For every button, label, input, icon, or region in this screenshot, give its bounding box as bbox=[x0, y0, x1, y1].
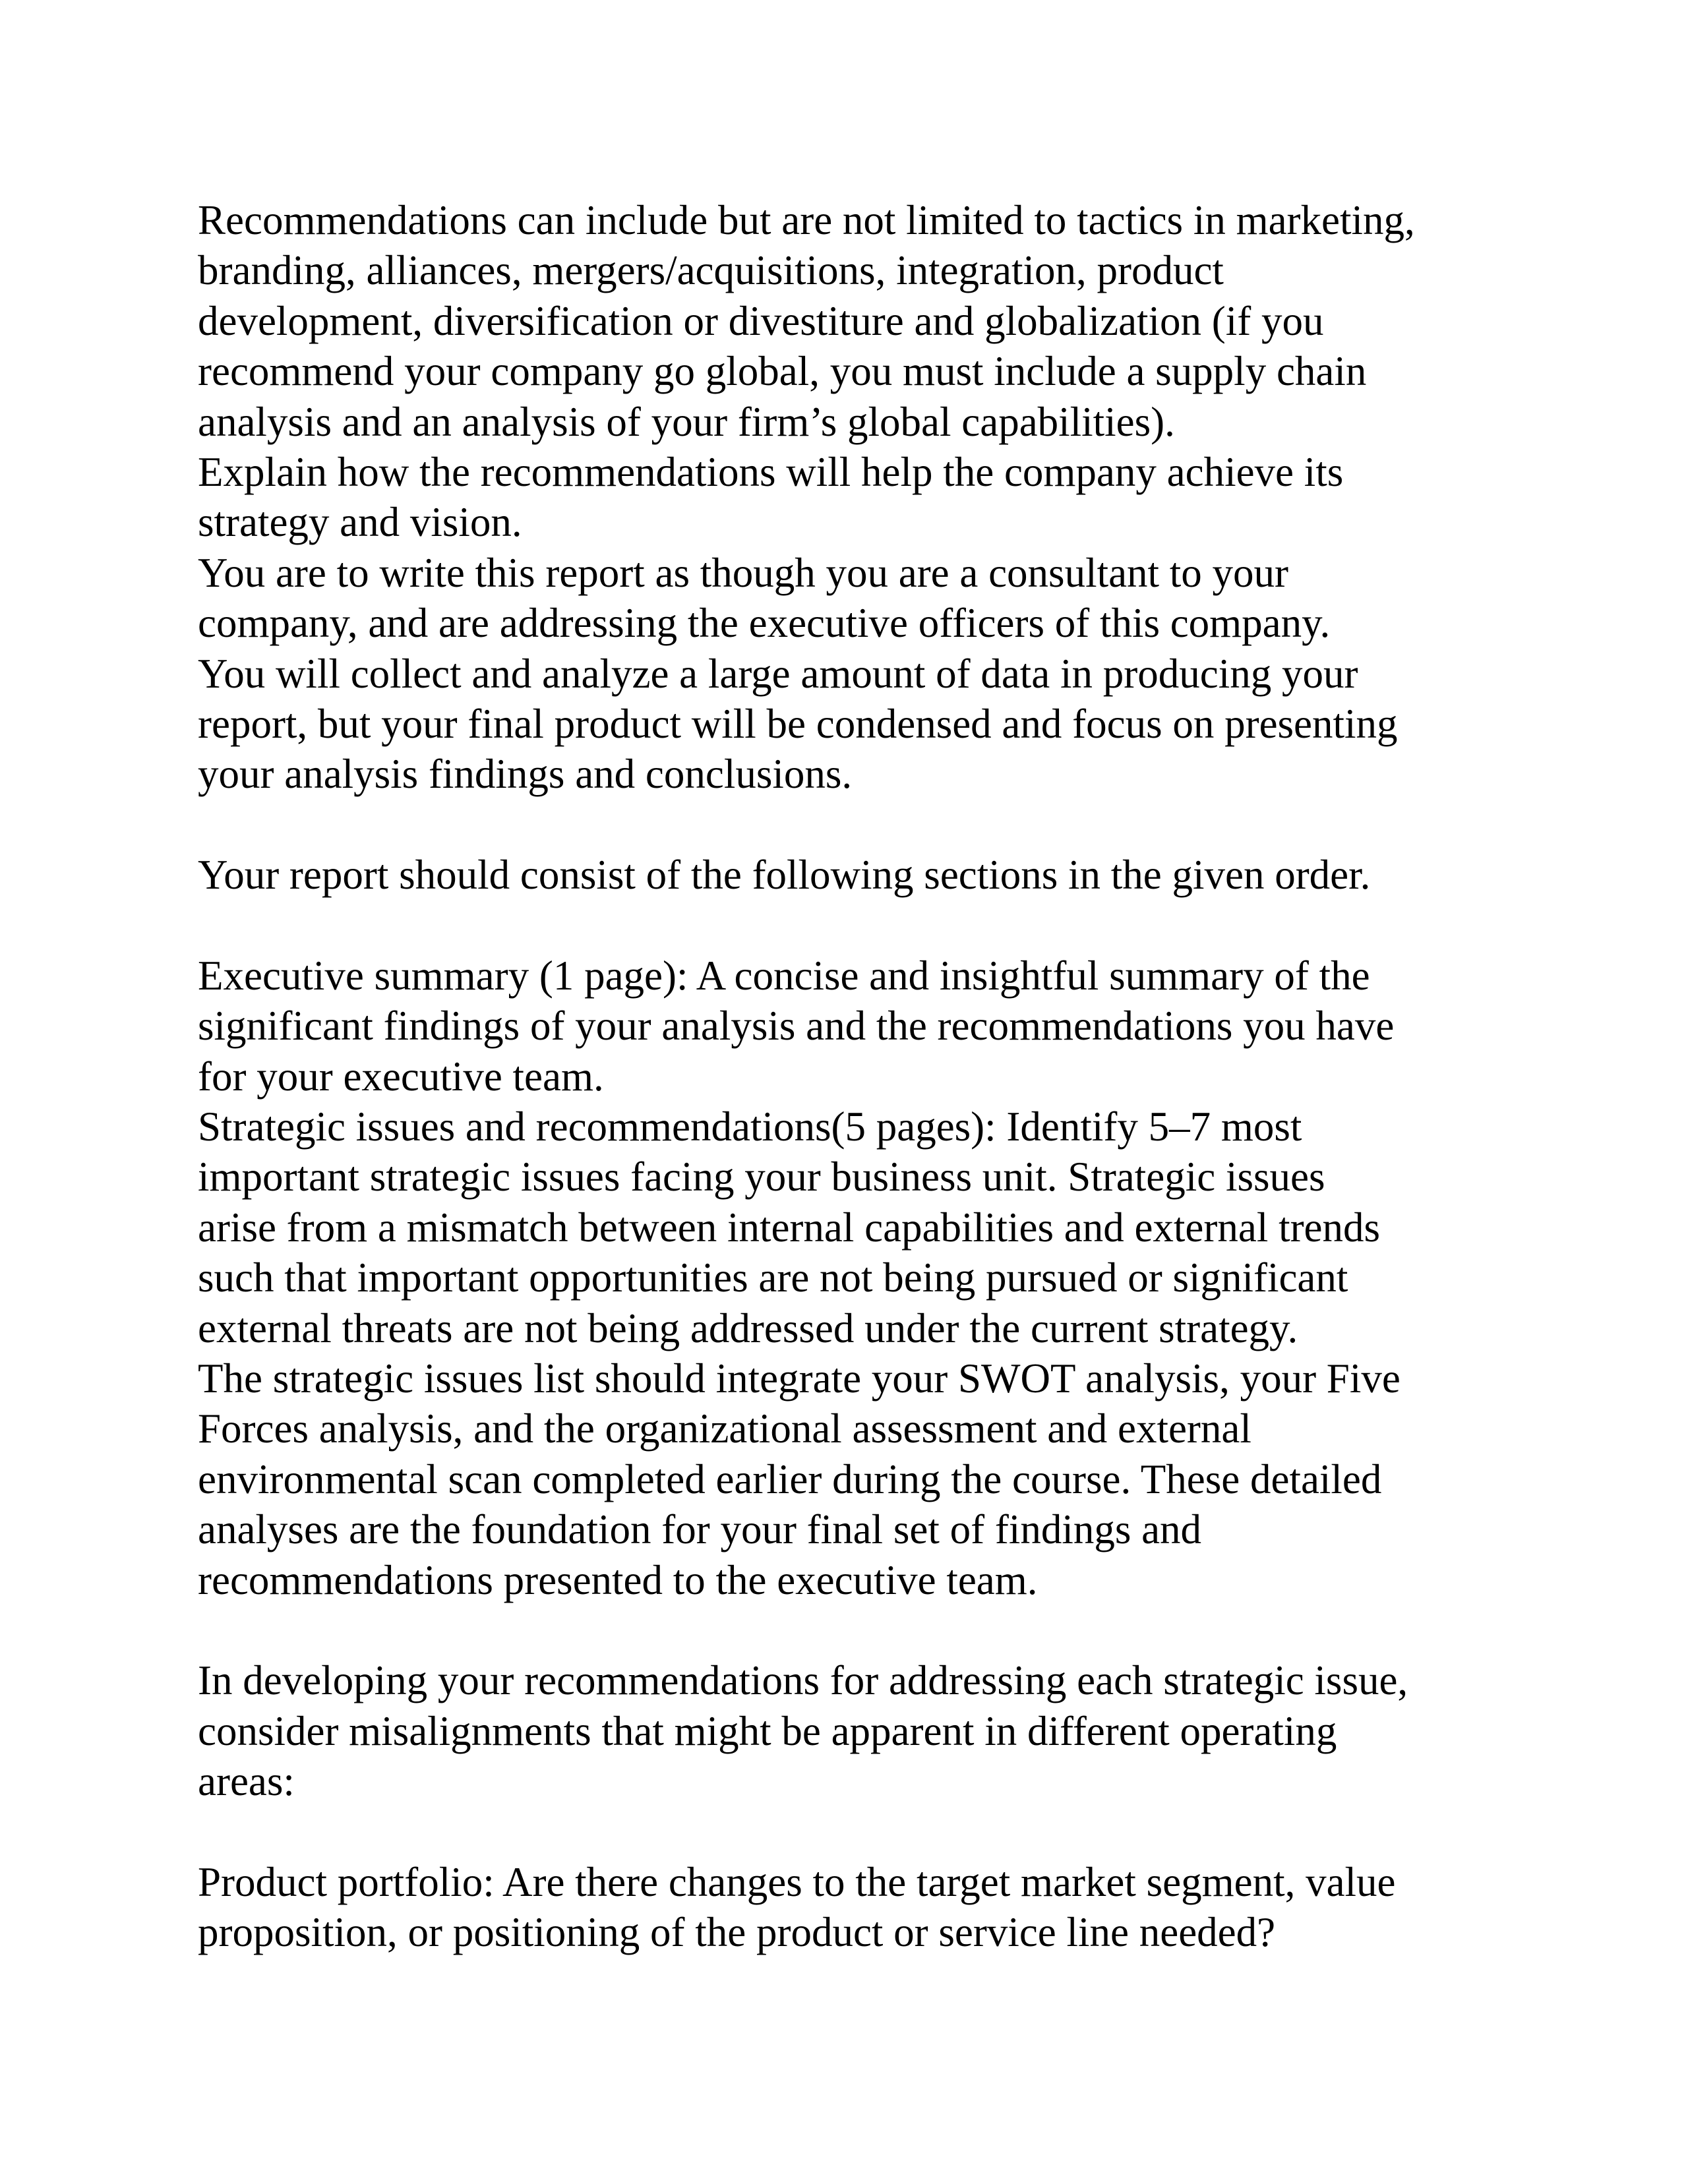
text-line: company, and are addressing the executive officers of this company. bbox=[198, 600, 1331, 647]
text-line: recommendations presented to the executive team. bbox=[198, 1556, 1038, 1603]
text-line: report, but your final product will be condensed and focus on presenting bbox=[198, 700, 1398, 747]
text-line: Recommendations can include but are not limited to tactics in marketing, bbox=[198, 197, 1415, 243]
text-line: external threats are not being addressed under the current strategy. bbox=[198, 1305, 1298, 1351]
text-line: environmental scan completed earlier during the course. These detailed bbox=[198, 1456, 1382, 1502]
text-line: Your report should consist of the following sections in the given order. bbox=[198, 852, 1371, 899]
text-line: important strategic issues facing your business unit. Strategic issues bbox=[198, 1154, 1325, 1200]
text-line: development, diversification or divestiture and globalization (if you bbox=[198, 297, 1324, 344]
text-line: areas: bbox=[198, 1758, 295, 1805]
text-line: The strategic issues list should integrate your SWOT analysis, your Five bbox=[198, 1355, 1401, 1402]
text-line: analyses are the foundation for your final set of findings and bbox=[198, 1506, 1202, 1553]
text-line: your analysis findings and conclusions. bbox=[198, 751, 853, 798]
text-line: You are to write this report as though you are a consultant to your bbox=[198, 549, 1289, 596]
text-line: such that important opportunities are not being pursued or significant bbox=[198, 1254, 1348, 1301]
text-line: Forces analysis, and the organizational assessment and external bbox=[198, 1405, 1251, 1452]
document-page bbox=[198, 195, 1517, 1958]
text-line: strategy and vision. bbox=[198, 499, 522, 546]
blank-line bbox=[198, 1807, 1517, 1857]
text-line: Strategic issues and recommendations(5 pages): Identify 5–7 most bbox=[198, 1104, 1302, 1150]
text-line: recommend your company go global, you must include a supply chain bbox=[198, 348, 1367, 395]
text-line: consider misalignments that might be apparent in different operating bbox=[198, 1707, 1337, 1754]
blank-line bbox=[198, 900, 1517, 950]
blank-line bbox=[198, 1605, 1517, 1655]
text-line: Executive summary (1 page): A concise and insightful summary of the bbox=[198, 952, 1370, 999]
text-line: You will collect and analyze a large amount of data in producing your bbox=[198, 650, 1358, 697]
text-line: Explain how the recommendations will help the company achieve its bbox=[198, 448, 1344, 495]
text-line: In developing your recommendations for addressing each strategic issue, bbox=[198, 1657, 1408, 1704]
text-line: proposition, or positioning of the product or service line needed? bbox=[198, 1909, 1276, 1956]
text-line: Product portfolio: Are there changes to the target market segment, value bbox=[198, 1858, 1396, 1905]
text-line: arise from a mismatch between internal capabilities and external trends bbox=[198, 1204, 1381, 1251]
text-line: analysis and an analysis of your firm’s global capabilities). bbox=[198, 398, 1175, 445]
text-line: for your executive team. bbox=[198, 1053, 604, 1100]
text-line: branding, alliances, mergers/acquisitions, integration, product bbox=[198, 247, 1224, 294]
text-line: significant findings of your analysis and the recommendations you have bbox=[198, 1003, 1395, 1049]
blank-line bbox=[198, 800, 1517, 850]
